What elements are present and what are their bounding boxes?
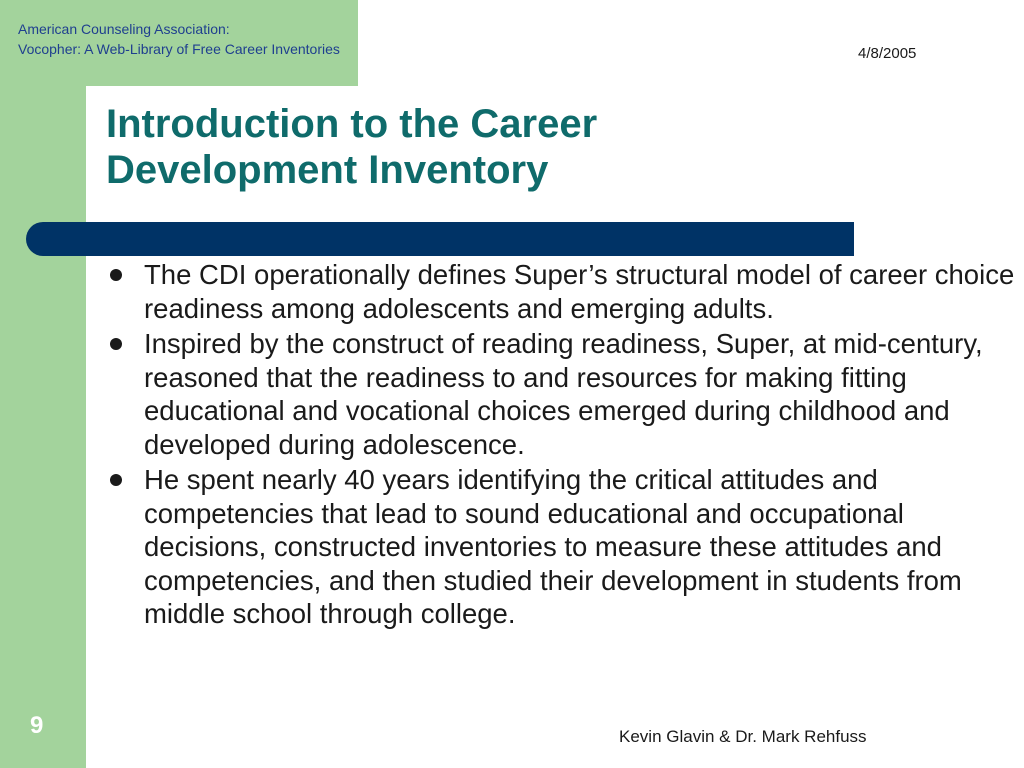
title-divider-bar xyxy=(26,222,854,256)
bullet-item xyxy=(106,463,1018,631)
bullet-item xyxy=(106,327,1018,461)
bullet-dot-icon xyxy=(110,474,122,486)
bullet-item xyxy=(106,258,1018,325)
footer-authors: Kevin Glavin & Dr. Mark Rehfuss xyxy=(619,727,867,746)
bullet-text: Inspired by the construct of reading readiness, Super, at mid-century, reasoned that the readiness to and resources for making fitting educational and vocational choices emerged during childhood and developed during adolescence. xyxy=(144,328,983,460)
header-date: 4/8/2005 xyxy=(858,45,917,62)
slide-title: Introduction to the Career Development Inventory xyxy=(106,102,598,192)
bullet-text: He spent nearly 40 years identifying the critical attitudes and competencies that lead to sound educational and occupational decisions, constructed inventories to measure these attitudes and competencies, and then studied their development in students from middle school through college. xyxy=(144,464,962,629)
bullet-text: The CDI operationally defines Super’s structural model of career choice readiness among adolescents and emerging adults. xyxy=(144,259,1015,324)
bullet-dot-icon xyxy=(110,338,122,350)
left-green-frame xyxy=(0,0,86,768)
header-organization xyxy=(18,19,340,59)
bullet-list xyxy=(106,258,1018,633)
slide-number: 9 xyxy=(30,712,44,739)
header-org-line-1: American Counseling Association: xyxy=(18,21,230,37)
header-org-line-2: Vocopher: A Web-Library of Free Career Inventories xyxy=(18,41,340,57)
bullet-dot-icon xyxy=(110,269,122,281)
